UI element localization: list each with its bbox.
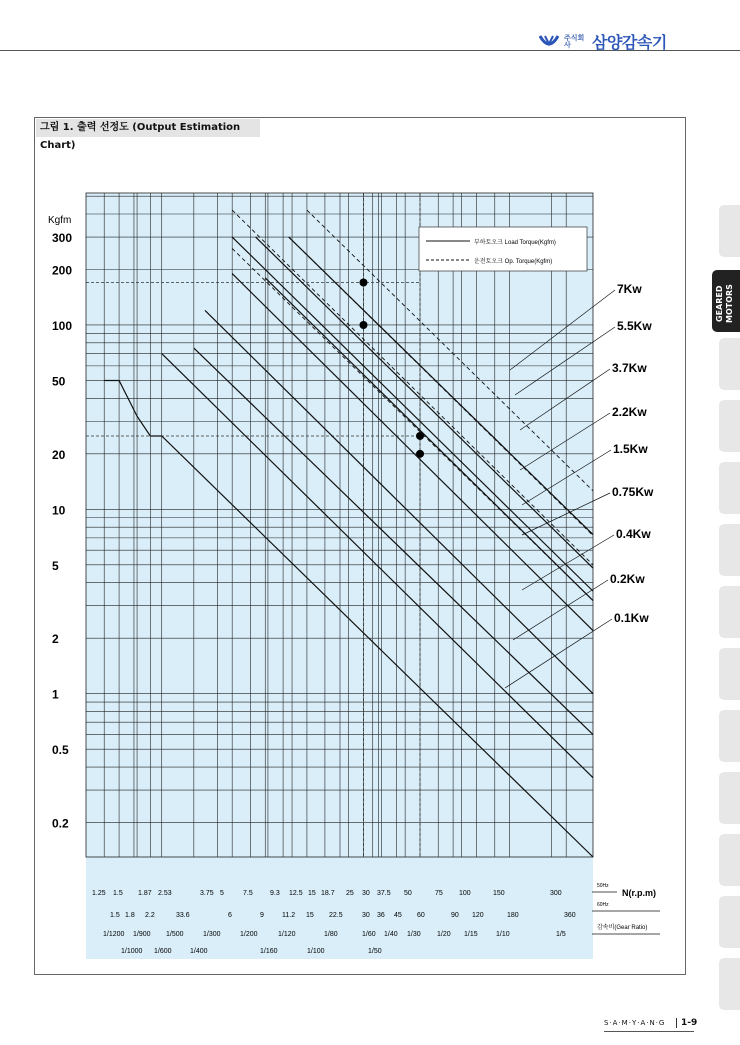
footer-rule bbox=[604, 1031, 694, 1032]
brand-prefix: 주식회사 bbox=[564, 33, 585, 49]
side-tab-8[interactable] bbox=[719, 648, 740, 700]
x-tick-rpm50: 18.7 bbox=[321, 890, 335, 897]
y-tick-label: 100 bbox=[52, 318, 73, 333]
x-tick-ratio: 1/400 bbox=[190, 948, 208, 955]
x-tick-ratio: 1/1000 bbox=[121, 948, 143, 955]
side-tab-7[interactable] bbox=[719, 586, 740, 638]
x-tick-rpm60: 9 bbox=[260, 912, 264, 919]
y-tick-label: 0.5 bbox=[52, 743, 69, 758]
x-tick-rpm60: 360 bbox=[564, 912, 576, 919]
hz60-label: 60Hz bbox=[597, 902, 609, 908]
figure-title: 그림 1. 출력 선정도 (Output Estimation Chart) bbox=[36, 119, 260, 137]
side-tab-13[interactable] bbox=[719, 958, 740, 1010]
y-tick-label: 1 bbox=[52, 687, 59, 702]
series-line-0-75kw bbox=[205, 310, 593, 693]
x-tick-rpm60: 33.6 bbox=[176, 912, 190, 919]
x-tick-rpm50: 25 bbox=[346, 890, 354, 897]
power-label: 0.4Kw bbox=[616, 527, 651, 541]
y-tick-label: 2 bbox=[52, 632, 59, 647]
side-tab-3[interactable] bbox=[719, 338, 740, 390]
power-label: 7Kw bbox=[617, 282, 642, 296]
legend bbox=[419, 227, 587, 271]
x-tick-rpm60: 45 bbox=[394, 912, 402, 919]
legend-load-torque: 부하토오크 Load Torque(Kgfm) bbox=[474, 240, 556, 246]
page-number: 1-9 bbox=[676, 1018, 697, 1028]
x-tick-ratio: 1/600 bbox=[154, 948, 172, 955]
x-tick-rpm60: 22.5 bbox=[329, 912, 343, 919]
x-tick-rpm60: 60 bbox=[417, 912, 425, 919]
side-tab-10[interactable] bbox=[719, 772, 740, 824]
side-tab-12[interactable] bbox=[719, 896, 740, 948]
x-tick-rpm60: 2.2 bbox=[145, 912, 155, 919]
x-tick-ratio: 1/10 bbox=[496, 931, 510, 938]
x-tick-ratio: 1/500 bbox=[166, 931, 184, 938]
x-tick-rpm60: 120 bbox=[472, 912, 484, 919]
x-tick-rpm50: 7.5 bbox=[243, 890, 253, 897]
x-tick-ratio: 1/200 bbox=[240, 931, 258, 938]
x-tick-rpm60: 36 bbox=[377, 912, 385, 919]
x-tick-rpm50: 300 bbox=[550, 890, 562, 897]
legend-op-torque: 운전토오크 Op. Torque(Kgfm) bbox=[474, 259, 553, 265]
x-tick-ratio: 1/40 bbox=[384, 931, 398, 938]
x-tick-rpm50: 3.75 bbox=[200, 890, 214, 897]
x-tick-ratio: 1/100 bbox=[307, 948, 325, 955]
footer-company: S·A·M·Y·A·N·G bbox=[604, 1019, 666, 1027]
x-tick-rpm60: 11.2 bbox=[282, 912, 296, 919]
power-label: 3.7Kw bbox=[612, 361, 647, 375]
rpm-label: N(r.p.m) bbox=[622, 888, 657, 898]
x-tick-ratio: 1/900 bbox=[133, 931, 151, 938]
x-tick-ratio: 1/1200 bbox=[103, 931, 125, 938]
op-torque-line bbox=[232, 248, 593, 600]
reference-point bbox=[359, 321, 367, 329]
side-tab-9[interactable] bbox=[719, 710, 740, 762]
x-tick-ratio: 1/300 bbox=[203, 931, 221, 938]
y-tick-label: 50 bbox=[52, 374, 66, 389]
y-tick-label: 300 bbox=[52, 231, 73, 246]
op-torque-line bbox=[289, 237, 593, 536]
axis-texts bbox=[592, 883, 660, 934]
power-label: 0.1Kw bbox=[614, 611, 649, 625]
x-tick-rpm60: 180 bbox=[507, 912, 519, 919]
series-line-5-5kw bbox=[256, 237, 593, 568]
x-tick-rpm50: 1.5 bbox=[113, 890, 123, 897]
x-tick-rpm60: 15 bbox=[306, 912, 314, 919]
hz50-label: 50Hz bbox=[597, 883, 609, 889]
y-tick-label: 20 bbox=[52, 447, 66, 462]
brand-name: 삼양감속기 bbox=[592, 33, 667, 52]
reference-point bbox=[359, 279, 367, 287]
x-tick-rpm50: 12.5 bbox=[289, 890, 303, 897]
x-tick-rpm60: 1.5 bbox=[110, 912, 120, 919]
y-axis-label: Kgfm bbox=[48, 215, 72, 226]
x-tick-rpm50: 1.87 bbox=[138, 890, 152, 897]
x-tick-rpm50: 2.53 bbox=[158, 890, 172, 897]
y-tick-label: 200 bbox=[52, 263, 73, 278]
x-tick-rpm60: 30 bbox=[362, 912, 370, 919]
x-tick-rpm50: 15 bbox=[308, 890, 316, 897]
power-leader-line bbox=[515, 327, 615, 395]
x-tick-rpm50: 30 bbox=[362, 890, 370, 897]
side-tab-4[interactable] bbox=[719, 400, 740, 452]
x-tick-ratio: 1/60 bbox=[362, 931, 376, 938]
x-tick-rpm50: 1.25 bbox=[92, 890, 106, 897]
x-tick-ratio: 1/50 bbox=[368, 948, 382, 955]
x-ticks bbox=[92, 890, 576, 955]
power-leader-line bbox=[505, 619, 612, 688]
power-label: 0.2Kw bbox=[610, 572, 645, 586]
side-tab-label: GEARED MOTORS bbox=[715, 284, 734, 324]
x-tick-ratio: 1/20 bbox=[437, 931, 451, 938]
side-tab-5[interactable] bbox=[719, 462, 740, 514]
power-leader-line bbox=[520, 369, 610, 430]
x-tick-rpm60: 90 bbox=[451, 912, 459, 919]
x-tick-ratio: 1/80 bbox=[324, 931, 338, 938]
y-tick-label: 0.2 bbox=[52, 816, 69, 831]
x-tick-rpm60: 6 bbox=[228, 912, 232, 919]
x-tick-ratio: 1/120 bbox=[278, 931, 296, 938]
y-tick-label: 10 bbox=[52, 503, 66, 518]
x-tick-ratio: 1/30 bbox=[407, 931, 421, 938]
x-tick-rpm50: 100 bbox=[459, 890, 471, 897]
x-tick-rpm50: 5 bbox=[220, 890, 224, 897]
series-line-1-5kw bbox=[232, 274, 593, 631]
y-ticks bbox=[48, 215, 72, 831]
x-tick-rpm50: 50 bbox=[404, 890, 412, 897]
x-tick-rpm50: 9.3 bbox=[270, 890, 280, 897]
side-tab-geared-motors[interactable] bbox=[712, 270, 740, 332]
x-tick-rpm60: 1.8 bbox=[125, 912, 135, 919]
reference-point bbox=[416, 450, 424, 458]
side-tab-1[interactable] bbox=[719, 205, 740, 257]
x-tick-ratio: 1/5 bbox=[556, 931, 566, 938]
power-label: 1.5Kw bbox=[613, 442, 648, 456]
power-label: 0.75Kw bbox=[612, 485, 654, 499]
power-label: 5.5Kw bbox=[617, 319, 652, 333]
side-tab-11[interactable] bbox=[719, 834, 740, 886]
x-tick-ratio: 1/160 bbox=[260, 948, 278, 955]
x-tick-rpm50: 37.5 bbox=[377, 890, 391, 897]
x-tick-ratio: 1/15 bbox=[464, 931, 478, 938]
side-tab-6[interactable] bbox=[719, 524, 740, 576]
y-tick-label: 5 bbox=[52, 558, 59, 573]
power-label: 2.2Kw bbox=[612, 405, 647, 419]
x-tick-rpm50: 75 bbox=[435, 890, 443, 897]
reference-point bbox=[416, 432, 424, 440]
x-tick-rpm50: 150 bbox=[493, 890, 505, 897]
power-leader-line bbox=[510, 290, 615, 370]
gear-ratio-label: 감속비(Gear Ratio) bbox=[597, 925, 648, 931]
